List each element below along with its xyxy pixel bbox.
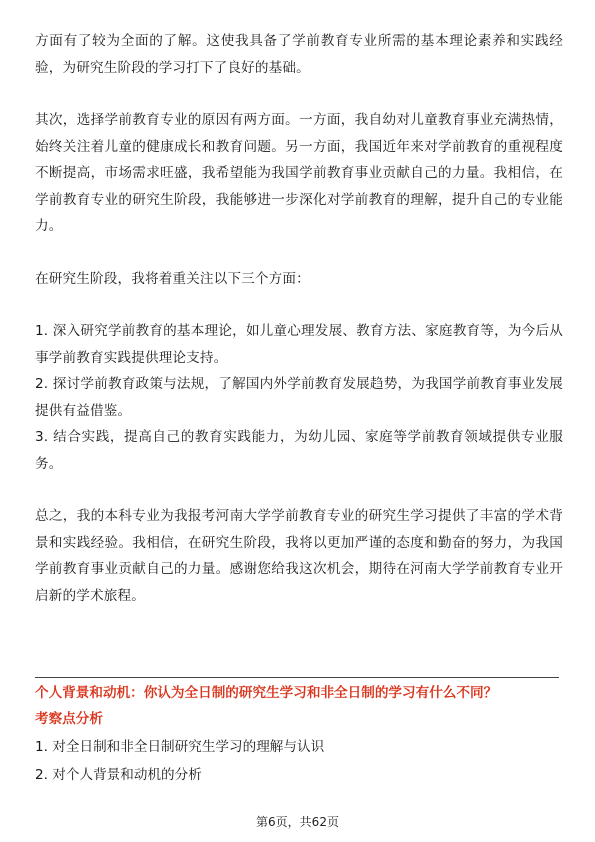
document-body bbox=[35, 28, 563, 609]
list-item-focus-1: 1. 深入研究学前教育的基本理论，如儿童心理发展、教育方法、家庭教育等，为今后从事学前教育实践提供理论支持。 bbox=[35, 323, 563, 366]
paragraph-reasons: 其次，选择学前教育专业的原因有两方面。一方面，我自幼对儿童教育事业充满热情，始终关注着儿童的健康成长和教育问题。另一方面，我国近年来对学前教育的重视程度不断提高，市场需求旺盛，我希望能为我国学前教育事业贡献自己的力量。我相信，在学前教育专业的研究生阶段，我能够进一步深化对学前教育的理解，提升自己的专业能力。 bbox=[35, 112, 563, 234]
analysis-point-2: 2. 对个人背景和动机的分析 bbox=[35, 767, 202, 783]
interview-question: 个人背景和动机：你认为全日制的研究生学习和非全日制的学习有什么不同？ bbox=[35, 685, 498, 701]
paragraph-conclusion: 总之，我的本科专业为我报考河南大学学前教育专业的研究生学习提供了丰富的学术背景和实践经验。我相信，在研究生阶段，我将以更加严谨的态度和勤奋的努力，为我国学前教育事业贡献自己的力量。感谢您给我这次机会，期待在河南大学学前教育专业开启新的学术旅程。 bbox=[35, 508, 563, 604]
paragraph-focus-intro: 在研究生阶段，我将着重关注以下三个方面： bbox=[35, 270, 310, 287]
page-number: 第6页，共62页 bbox=[256, 815, 339, 829]
analysis-heading: 考察点分析 bbox=[35, 711, 103, 727]
analysis-point-1: 1. 对全日制和非全日制研究生学习的理解与认识 bbox=[35, 739, 325, 755]
list-item-focus-2: 2. 探讨学前教育政策与法规，了解国内外学前教育发展趋势，为我国学前教育事业发展提供有益借鉴。 bbox=[35, 376, 563, 419]
section-divider bbox=[35, 677, 559, 678]
paragraph-background-summary: 方面有了较为全面的了解。这使我具备了学前教育专业所需的基本理论素养和实践经验，为研究生阶段的学习打下了良好的基础。 bbox=[35, 33, 563, 76]
list-item-focus-3: 3. 结合实践，提高自己的教育实践能力，为幼儿园、家庭等学前教育领域提供专业服务。 bbox=[35, 429, 563, 472]
